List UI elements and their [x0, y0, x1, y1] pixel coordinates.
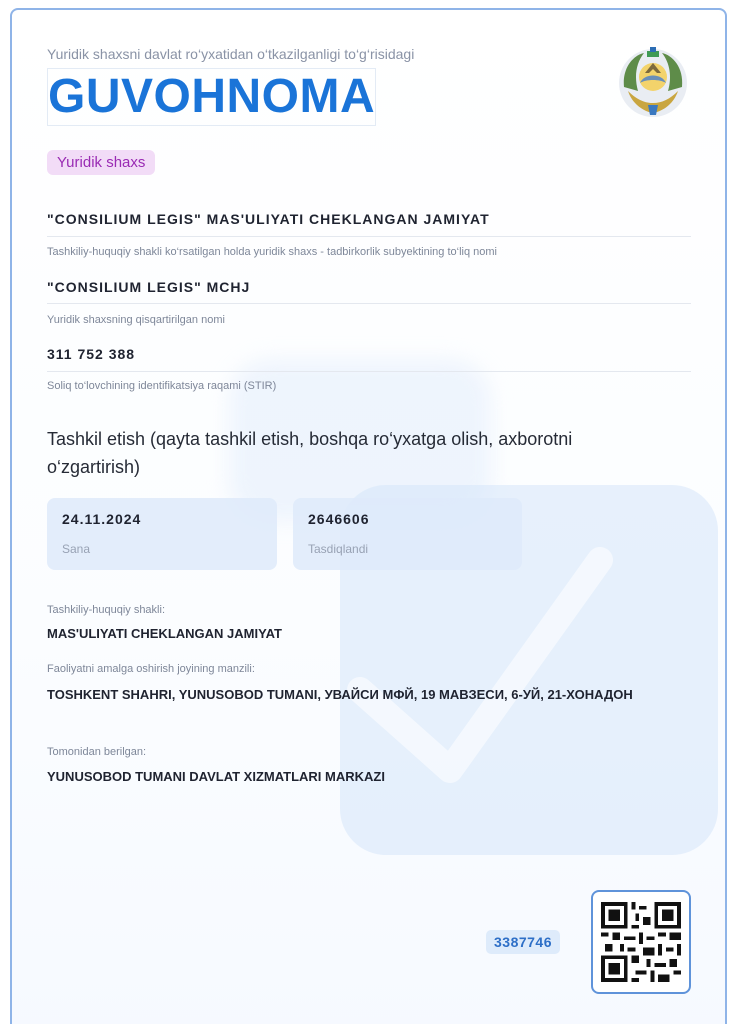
certificate-subtitle: Yuridik shaxsni davlat ro‘yxatidan o‘tkazilganligi to‘g‘risidagi: [47, 46, 415, 62]
approval-label: Tasdiqlandi: [308, 542, 369, 556]
issued-by-value: YUNUSOBOD TUMANI DAVLAT XIZMATLARI MARKAZI: [47, 769, 385, 784]
divider: [47, 236, 691, 237]
legal-form-value: MAS'ULIYATI CHEKLANGAN JAMIYAT: [47, 626, 282, 641]
divider: [47, 371, 691, 372]
approval-card: [293, 498, 522, 570]
full-name-label: Tashkiliy-huquqiy shakli ko‘rsatilgan holda yuridik shaxs - tadbirkorlik subyektining to‘liq nomi: [47, 246, 497, 258]
qr-code-frame[interactable]: [591, 890, 691, 994]
tin-value: 311 752 388: [47, 346, 136, 362]
date-card: [47, 498, 277, 570]
full-name-value: "CONSILIUM LEGIS" MAS'ULIYATI CHEKLANGAN JAMIYAT: [47, 211, 490, 227]
date-value: 24.11.2024: [62, 511, 142, 527]
divider: [47, 303, 691, 304]
state-emblem-icon: [614, 43, 692, 121]
tin-label: Soliq to‘lovchining identifikatsiya raqami (STIR): [47, 380, 277, 392]
document-number-badge: 3387746: [486, 930, 560, 954]
legal-form-label: Tashkiliy-huquqiy shakli:: [47, 604, 165, 616]
approval-number-value: 2646606: [308, 511, 370, 527]
entity-type-badge: Yuridik shaxs: [47, 150, 155, 175]
address-value: TOSHKENT SHAHRI, YUNUSOBOD TUMANI, УВАЙСИ МФЙ, 19 МАВЗЕСИ, 6-УЙ, 21-ХОНАДОН: [47, 687, 633, 702]
date-label: Sana: [62, 542, 91, 556]
registration-section-title: Tashkil etish (qayta tashkil etish, boshqa ro‘yxatga olish, axborotni o‘zgartirish): [47, 429, 573, 477]
address-label: Faoliyatni amalga oshirish joyining manzili:: [47, 663, 255, 675]
short-name-value: "CONSILIUM LEGIS" MCHJ: [47, 279, 251, 295]
issued-by-label: Tomonidan berilgan:: [47, 746, 147, 758]
qr-code-icon[interactable]: [601, 900, 681, 984]
certificate-title: GUVOHNOMA: [47, 68, 376, 126]
short-name-label: Yuridik shaxsning qisqartirilgan nomi: [47, 314, 225, 326]
